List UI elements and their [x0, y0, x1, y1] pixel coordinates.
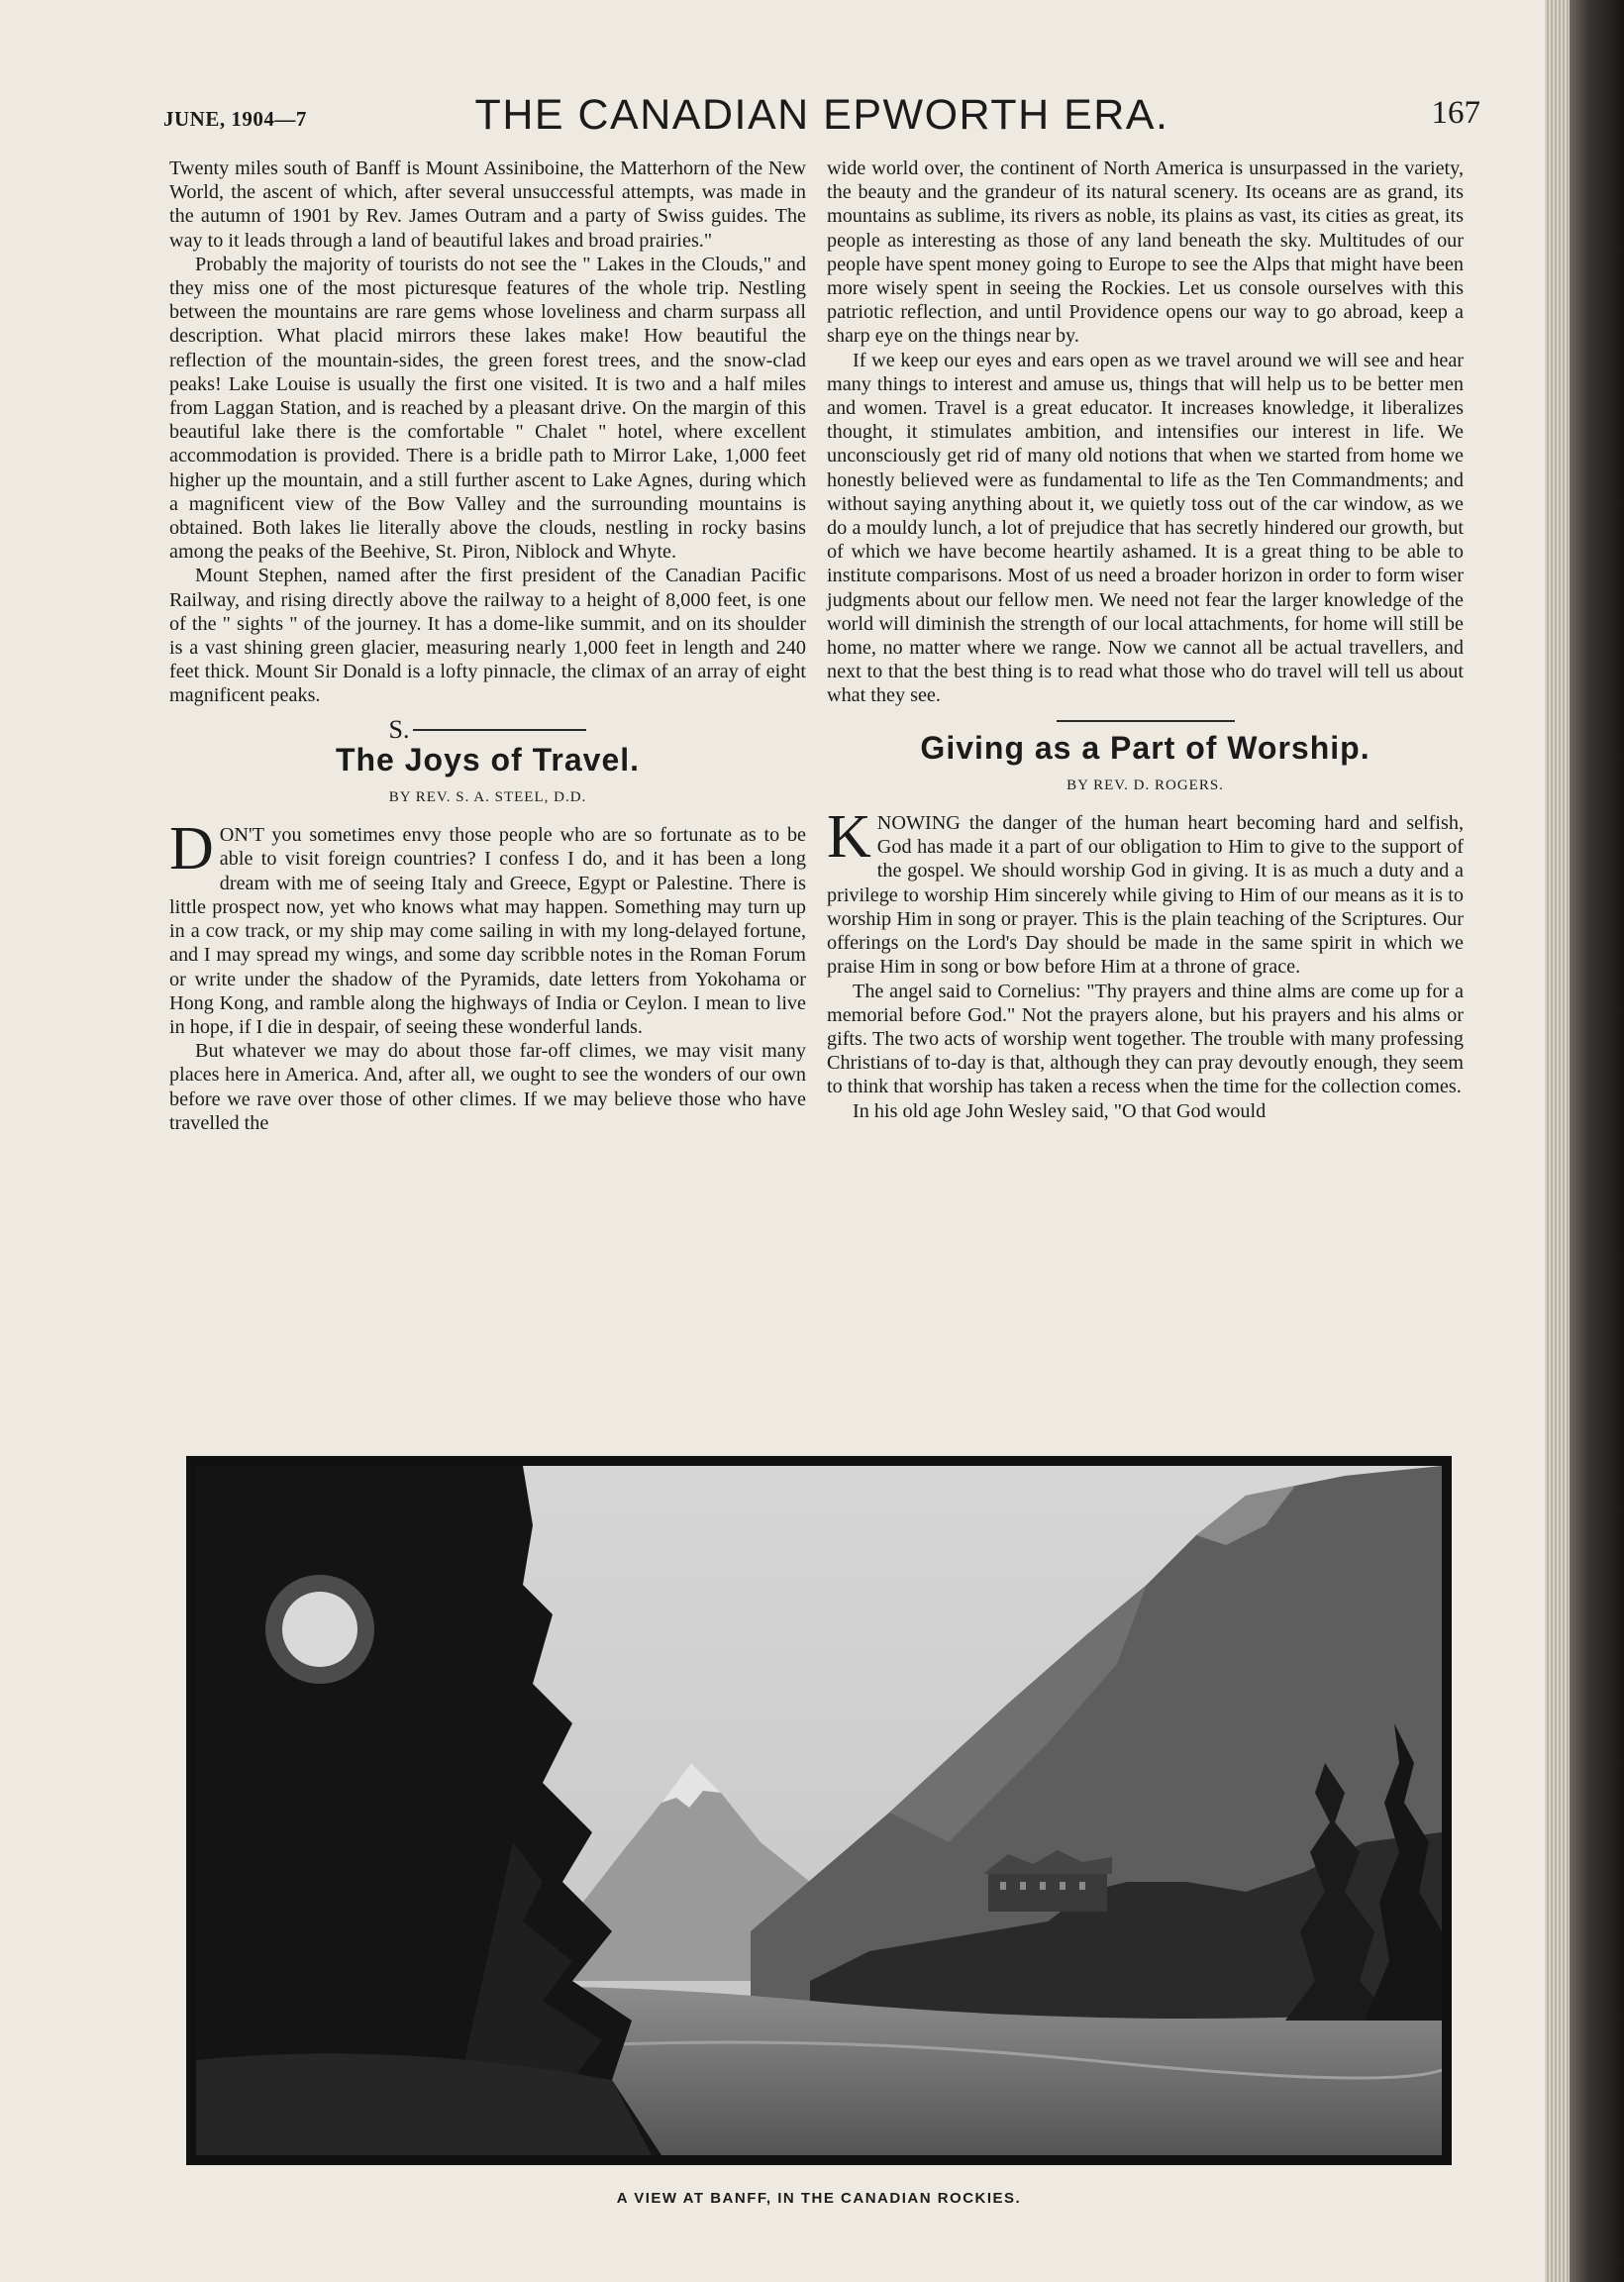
- section-divider: [169, 714, 806, 744]
- paragraph-text: NOWING the danger of the human heart becoming hard and selfish, God has made it a part of our obligation to Him to give to the support of the gospel. We should worship God in giving. It is as much a duty and a privilege to worship Him sincerely while giving to Him of our means as it is to worship Him in song or prayer. This is the plain teaching of the Scriptures. Our offerings on the Lord's Day should be made in the same spirit in which we praise Him in song or bow before Him at a throne of grace.: [827, 812, 1464, 979]
- magazine-title: THE CANADIAN EPWORTH ERA.: [474, 91, 1169, 139]
- drop-cap: K: [827, 803, 871, 872]
- issue-date: JUNE, 1904—7: [163, 107, 307, 131]
- right-column: [827, 156, 1464, 1123]
- paragraph: Twenty miles south of Banff is Mount Assiniboine, the Matterhorn of the New World, the ascent of which, after several unsuccessful attempts, was made in the autumn of 1901 by Rev. James Outram and a party of Swiss guides. The way to it leads through a land of beautiful lakes and broad prairies.": [169, 157, 806, 252]
- article-byline: BY REV. S. A. STEEL, D.D.: [388, 789, 587, 806]
- paragraph: [827, 803, 1464, 979]
- page-edges: [1545, 0, 1570, 2282]
- landscape-illustration: [196, 1466, 1442, 2155]
- paragraph: The angel said to Cornelius: "Thy prayers and thine alms are come up for a memorial before God." Not the prayers alone, but his prayers and his alms or gifts. The two acts of worship went together. The trouble with many professing Christians of to-day is that, although they can pray devoutly enough, they seem to think that worship has taken a recess when the time for the collection comes.: [827, 980, 1464, 1098]
- paragraph: [169, 815, 806, 1039]
- book-spine: [1570, 0, 1624, 2282]
- divider-line: [413, 729, 586, 731]
- paragraph: In his old age John Wesley said, "O that God would: [853, 1099, 1267, 1122]
- article-title: The Joys of Travel.: [335, 741, 641, 778]
- paragraph: Mount Stephen, named after the first president of the Canadian Pacific Railway, and rising directly above the railway to a height of 8,000 feet, is one of the " sights " of the journey. It has a dome-like summit, and on its shoulder is a vast shining green glacier, measuring nearly 1,000 feet in length and 240 feet thick. Mount Sir Donald is a lofty pinnacle, the climax of an array of eight magnificent peaks.: [169, 565, 806, 707]
- article-title: Giving as a Part of Worship.: [920, 729, 1370, 766]
- left-column: [169, 156, 806, 1135]
- paragraph-text: ON'T you sometimes envy those people who are so fortunate as to be able to visit foreign countries? I confess I do, and it has been a long dream with me of seeing Italy and Greece, Egypt or Palestine. There is little prospect now, yet who knows what may happen. Something may turn up in a cow track, or my ship may come sailing in with my long-delayed fortune, and I may spread my wings, and some day scribble notes in the Roman Forum or write under the shadow of the Pyramids, date letters from Yokohama or Hong Kong, and ramble along the highways of India or Ceylon. I mean to live in hope, if I die in despair, of seeing these wonderful lands.: [169, 824, 806, 1038]
- drop-cap: D: [169, 815, 214, 883]
- page-header: [163, 91, 1480, 141]
- section-divider: [1057, 720, 1235, 722]
- paragraph: wide world over, the continent of North America is unsurpassed in the variety, the beauty and the grandeur of its natural scenery. Its oceans are as grand, its mountains as sublime, its rivers as noble, its plains as vast, its cities as great, its people as interesting as those of any land beneath the sky. Multitudes of our people have spent money going to Europe to see the Alps that might have been more wisely spent in seeing the Rockies. Let us console ourselves with this patriotic reflection, and until Providence opens our way to go abroad, keep a sharp eye on the things near by.: [827, 157, 1464, 348]
- page-number: 167: [1431, 95, 1480, 131]
- paragraph: But whatever we may do about those far-off climes, we may visit many places here in America. And, after all, we ought to see the wonders of our own before we rave over those of other climes. If we may believe those who have travelled the: [169, 1040, 806, 1134]
- paragraph: Probably the majority of tourists do not see the " Lakes in the Clouds," and they miss one of the most picturesque features of the whole trip. Nestling between the mountains are rare gems whose loveliness and charm surpass all description. What placid mirrors these lakes make! How beautiful the reflection of the mountain-sides, the green forest trees, and the snow-clad peaks! Lake Louise is usually the first one visited. It is two and a half miles from Laggan Station, and is reached by a pleasant drive. On the margin of this beautiful lake there is the comfortable " Chalet " hotel, where excellent accommodation is provided. There is a bridle path to Mirror Lake, 1,000 feet higher up the mountain, and a still further ascent to Lake Agnes, during which a magnificent view of the Bow Valley and the surrounding mountains is obtained. Both lakes lie literally above the clouds, nestling in rocky basins among the peaks of the Beehive, St. Piron, Niblock and Whyte.: [169, 253, 806, 564]
- banff-photograph: [186, 1456, 1452, 2165]
- article-byline: BY REV. D. ROGERS.: [1066, 777, 1224, 793]
- photo-caption: A VIEW AT BANFF, IN THE CANADIAN ROCKIES.: [616, 2190, 1022, 2207]
- paragraph: If we keep our eyes and ears open as we travel around we will see and hear many things to interest and amuse us, things that will help us to be better men and women. Travel is a great educator. It increases knowledge, it liberalizes thought, it stimulates ambition, and intensifies our interest in life. We unconsciously get rid of many old notions that when we started from home we honestly believed were as fundamental to life as the Ten Commandments; and without saying anything about it, we quietly toss out of the car window, as we do a mouldy lunch, a lot of prejudice that has secretly hindered our growth, but of which we have become heartily ashamed. It is a great thing to be able to institute comparisons. Most of us need a broader horizon in order to form wiser judgments about our fellow men. We need not fear the larger knowledge of the world will diminish the strength of our local attachments, for home will still be home, no matter where we range. Now we cannot all be actual travellers, and next to that the best thing is to read what those who do travel will tell us about what they see.: [827, 349, 1464, 707]
- divider-mark: S.: [388, 714, 410, 744]
